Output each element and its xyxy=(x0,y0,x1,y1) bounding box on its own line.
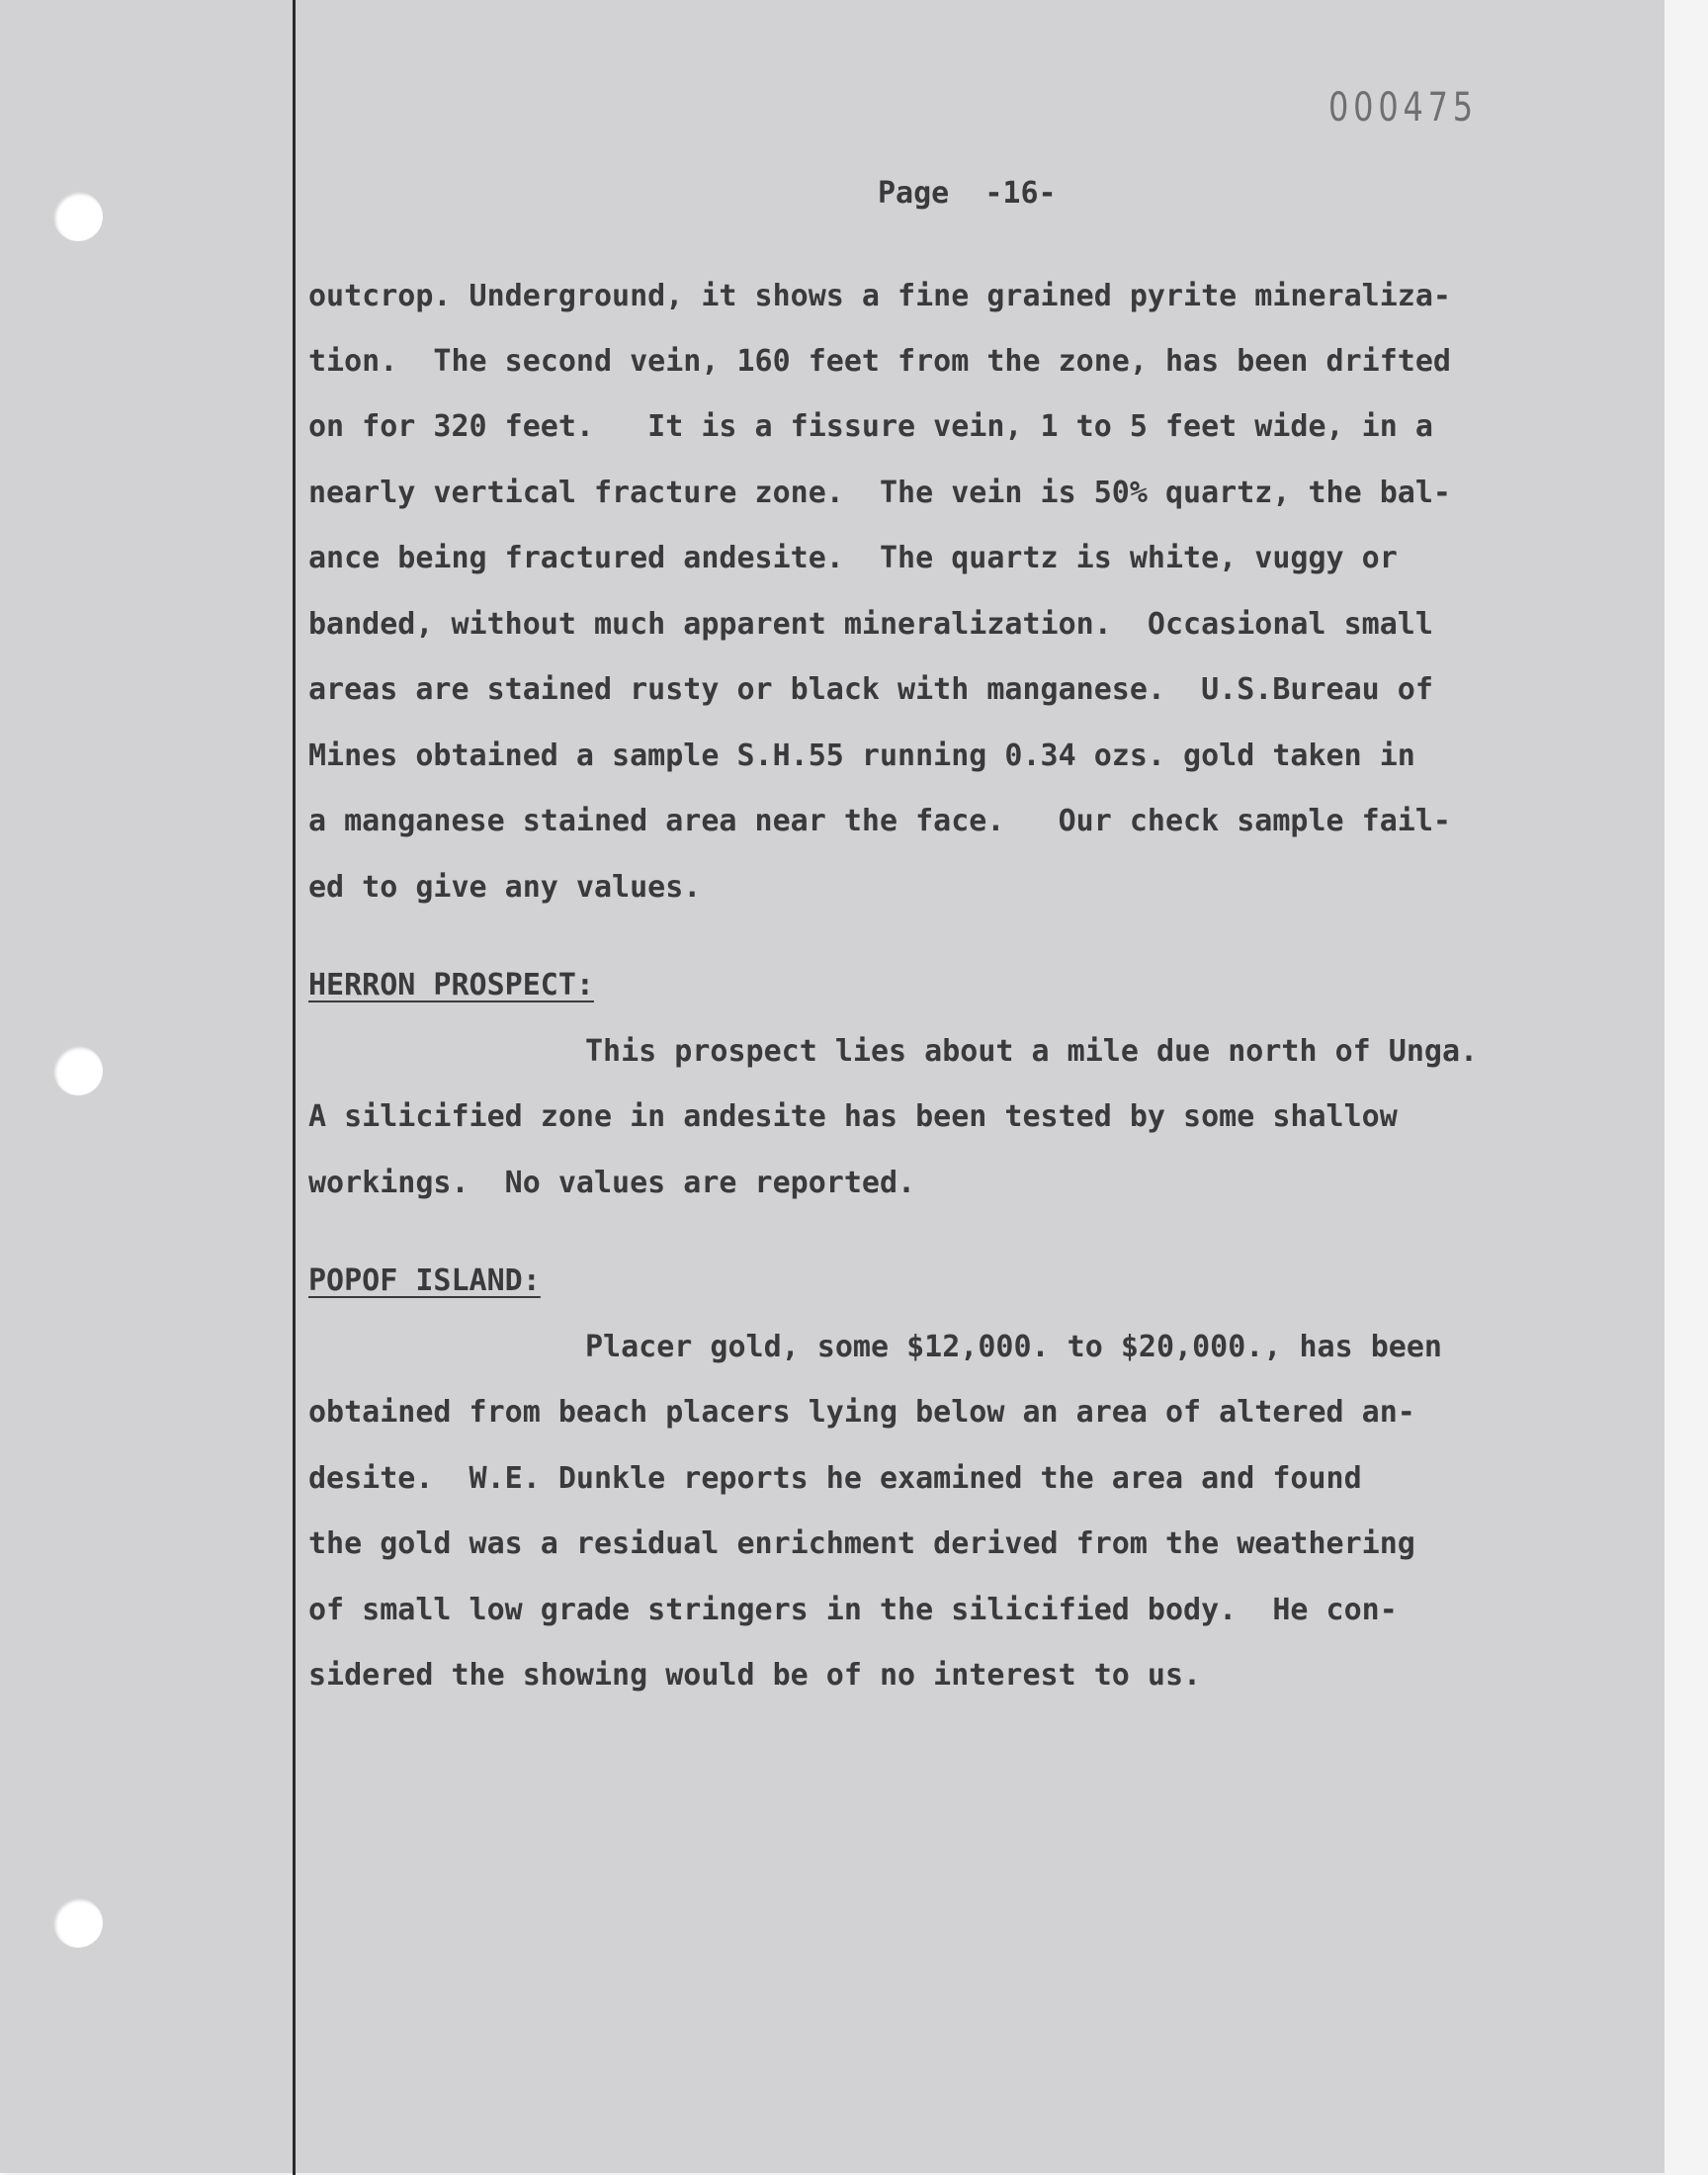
body-line: ed to give any values. xyxy=(308,870,702,905)
margin-rule xyxy=(293,0,296,2175)
section-heading-popof-island: POPOF ISLAND: xyxy=(308,1263,541,1298)
body-line: areas are stained rusty or black with manganese. U.S.Bureau of xyxy=(308,672,1433,707)
body-line: obtained from beach placers lying below an area of altered an- xyxy=(308,1395,1415,1430)
body-line: Mines obtained a sample S.H.55 running 0.34 ozs. gold taken in xyxy=(308,739,1415,773)
body-line: nearly vertical fracture zone. The vein is 50% quartz, the bal- xyxy=(308,476,1451,510)
body-line: Placer gold, some $12,000. to $20,000., has been xyxy=(585,1330,1442,1364)
body-line: banded, without much apparent mineralization. Occasional small xyxy=(308,607,1433,642)
body-line: outcrop. Underground, it shows a fine grained pyrite mineraliza- xyxy=(308,279,1451,313)
punch-hole-middle xyxy=(53,1046,103,1095)
page-number: Page -16- xyxy=(878,176,1057,211)
section-heading-herron-prospect: HERRON PROSPECT: xyxy=(308,968,594,1002)
document-stamp-number: 000475 xyxy=(1328,85,1478,130)
punch-hole-bottom xyxy=(53,1898,103,1948)
body-line: on for 320 feet. It is a fissure vein, 1 to 5 feet wide, in a xyxy=(308,409,1433,444)
body-line: desite. W.E. Dunkle reports he examined the area and found xyxy=(308,1461,1362,1496)
body-line: tion. The second vein, 160 feet from the zone, has been drifted xyxy=(308,344,1451,379)
body-line: This prospect lies about a mile due north of Unga. xyxy=(585,1034,1479,1069)
body-line: ance being fractured andesite. The quartz is white, vuggy or xyxy=(308,541,1398,575)
body-line: a manganese stained area near the face. Our check sample fail- xyxy=(308,804,1451,838)
punch-hole-top xyxy=(53,192,103,241)
body-line: A silicified zone in andesite has been tested by some shallow xyxy=(308,1099,1398,1134)
body-line: workings. No values are reported. xyxy=(308,1166,916,1200)
body-line: the gold was a residual enrichment derived from the weathering xyxy=(308,1526,1415,1561)
body-line: of small low grade stringers in the silicified body. He con- xyxy=(308,1593,1398,1627)
scan-background-edge xyxy=(1665,0,1708,2175)
body-line: sidered the showing would be of no interest to us. xyxy=(308,1658,1202,1693)
